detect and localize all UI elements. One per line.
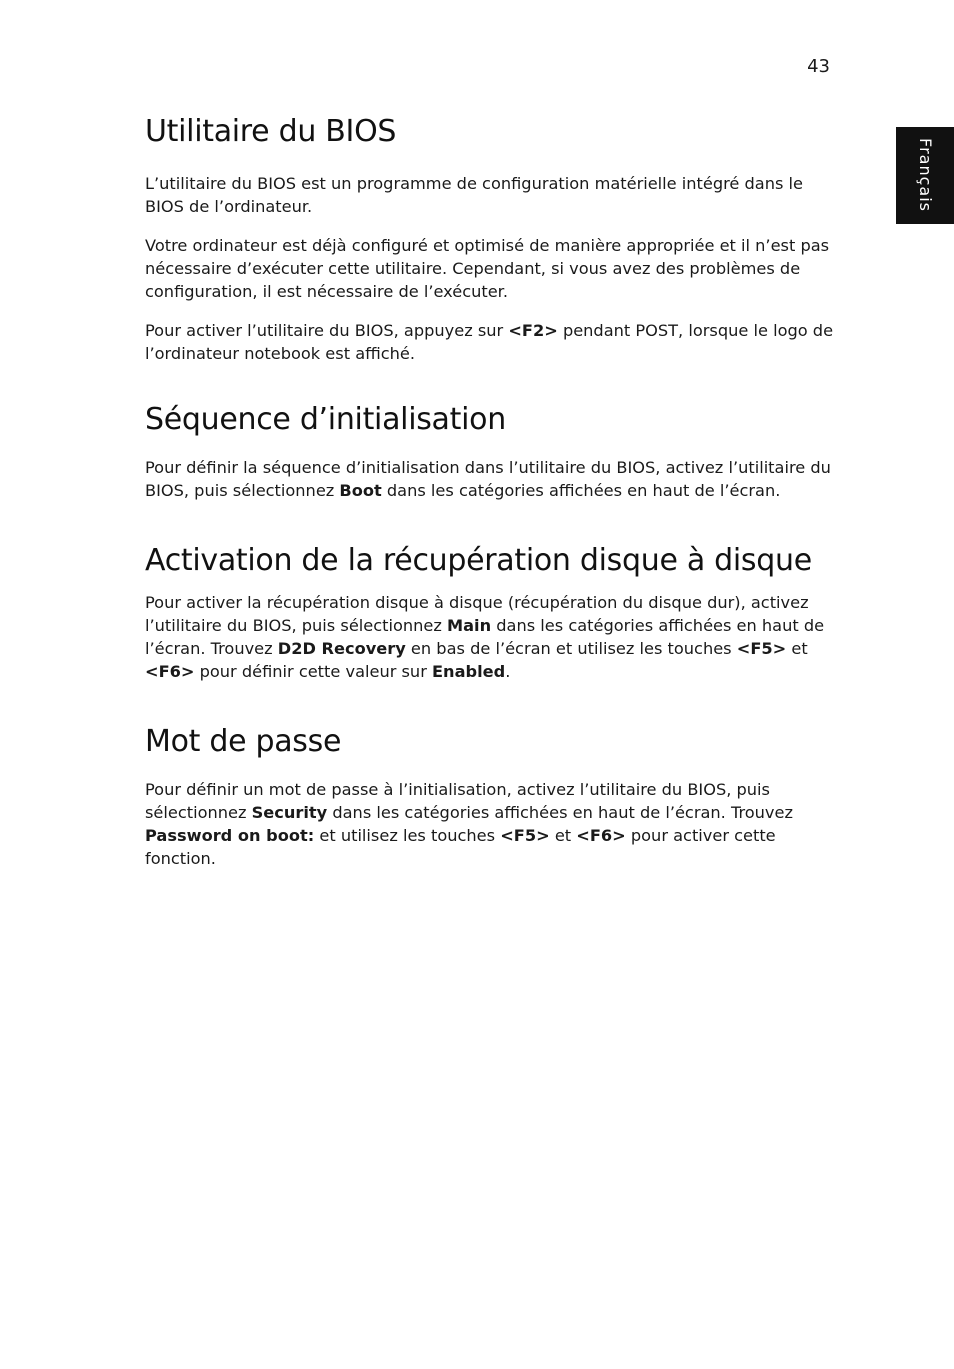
text: Pour activer l’utilitaire du BIOS, appuyez sur <box>145 321 509 340</box>
term-password-on-boot: Password on boot: <box>145 826 315 845</box>
term-enabled: Enabled <box>432 662 506 681</box>
paragraph <box>145 319 835 365</box>
text: dans les catégories affichées en haut de l’écran. Trouvez <box>145 616 825 658</box>
text: dans les catégories affichées en haut de l’écran. <box>381 481 781 500</box>
text: pour définir cette valeur sur <box>194 662 432 681</box>
heading-d2d-recovery: Activation de la récupération disque à disque <box>145 543 812 578</box>
key-f5: <F5> <box>500 826 550 845</box>
paragraph: Votre ordinateur est déjà configuré et optimisé de manière appropriée et il n’est pas nécessaire d’exécuter cette utilitaire. Cependant, si vous avez des problèmes de configuration, il est nécessaire de l’exécuter. <box>145 236 830 301</box>
paragraph <box>145 456 835 502</box>
page-content <box>145 112 835 870</box>
paragraph <box>145 591 835 683</box>
key-f2: <F2> <box>508 321 558 340</box>
text: en bas de l’écran et utilisez les touches <box>405 639 737 658</box>
text: et <box>549 826 577 845</box>
key-f6: <F6> <box>576 826 626 845</box>
key-f5: <F5> <box>736 639 787 658</box>
term-security: Security <box>251 803 328 822</box>
heading-boot-sequence: Séquence d’initialisation <box>145 402 506 437</box>
section-bios-utility <box>145 112 835 365</box>
section-password <box>145 722 835 870</box>
text: Pour définir la séquence d’initialisation dans l’utilitaire du BIOS, activez l’utilitaire du BIOS, puis sélectionnez <box>145 458 831 500</box>
paragraph <box>145 778 835 870</box>
paragraph: L’utilitaire du BIOS est un programme de configuration matérielle intégré dans le BIOS de l’ordinateur. <box>145 174 804 216</box>
text: pendant POST, lorsque le logo de l’ordinateur notebook est affiché. <box>145 321 834 363</box>
term-d2d-recovery: D2D Recovery <box>277 639 406 658</box>
section-boot-sequence <box>145 400 835 502</box>
text: Pour définir un mot de passe à l’initialisation, activez l’utilitaire du BIOS, puis sélectionnez <box>145 780 770 822</box>
key-f6: <F6> <box>145 662 195 681</box>
text: et utilisez les touches <box>314 826 501 845</box>
text: . <box>505 662 511 681</box>
term-boot: Boot <box>339 481 382 500</box>
text: Pour activer la récupération disque à disque (récupération du disque dur), activez l’utilitaire du BIOS, puis sélectionnez <box>145 593 809 635</box>
text: et <box>786 639 808 658</box>
heading-password: Mot de passe <box>145 724 342 759</box>
text: dans les catégories affichées en haut de l’écran. Trouvez <box>327 803 793 822</box>
text: pour activer cette fonction. <box>145 826 776 868</box>
page-number: 43 <box>807 56 830 77</box>
heading-bios-utility: Utilitaire du BIOS <box>145 114 397 149</box>
term-main: Main <box>447 616 492 635</box>
language-tab-label: Français <box>916 138 935 212</box>
language-tab <box>896 127 954 224</box>
section-d2d-recovery <box>145 541 835 683</box>
